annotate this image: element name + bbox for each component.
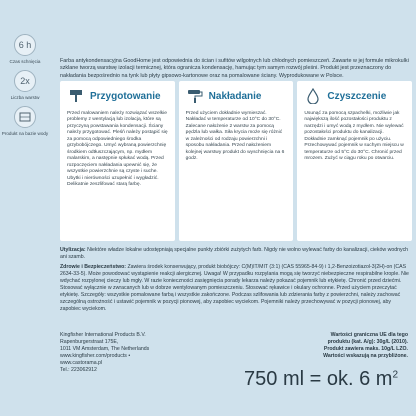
layers-label: Liczba warstw xyxy=(10,95,40,101)
volume-coverage xyxy=(244,368,398,391)
timer-icon xyxy=(14,34,36,56)
layers-icon xyxy=(14,70,36,92)
address-line: 1011 VM Amsterdam, The Netherlands xyxy=(60,346,150,353)
water-based-label: Produkt na bazie wody xyxy=(1,131,49,137)
address-line: Rapenburgerstraat 175E, xyxy=(60,339,119,346)
sidebar-item-layers xyxy=(1,70,49,100)
address-line: www.castorama.pl xyxy=(60,360,103,367)
card-preparation xyxy=(60,81,175,241)
layers-value: 2x xyxy=(20,76,30,87)
sidebar xyxy=(0,34,50,294)
voc-line: Produkt zawiera maks. 10g/L LZO. xyxy=(323,346,408,353)
card-cleaning-body: Usunąć za pomocą szpachelki, możliwie jak największą ilość pozostałości produktu z narzędzi i umyć wodą z mydłem. Nie wylewać pozostałości produktu do kanalizacji. Dokładnie zamknąć pojemnik po użyciu. Przechowywać pojemnik w suchym miejscu w temperaturze od 5°C do 30°C. Chronić przed mrozem. Zużyć w ciągu roku po otwarciu. xyxy=(304,111,404,162)
health-safety-section xyxy=(60,264,412,313)
voc-line: produktu (kat. A/g): 30g/L (2010). xyxy=(327,339,408,346)
address-line: Tel.: 223062912 xyxy=(60,367,97,374)
disposal-text: Niektóre władze lokalne udostępniają specjalne punkty zbiórki zużytych farb. Nigdy nie wolno wylewać farby do kanalizacji, cieków wodnych ani szamb. xyxy=(60,247,409,261)
voc-info xyxy=(288,332,408,360)
card-cleaning xyxy=(297,81,412,241)
roller-icon xyxy=(186,87,204,105)
disposal-section xyxy=(60,247,412,261)
card-preparation-body: Przed malowaniem należy rozwiązać wszelkie problemy z wentylacją lub izolacją, które są przyczyną powstawania kondensacji. Ściany należy przygotować. Pleśń należy postąpić się za pomocą odpowiedniego środka grzybobójczego. Umyć wybraną powierzchnię środkiem odtłuszczającym, np. mydłem malarskim, a następnie spłukać wodą. Przed rozpoczęciem nakładania upewnić się, że wszystkie powierzchnie są czyste i suche. Ubytki i nierówności uzupełnić i wygładzić. Delikatnie zeszlifować starą farbę. xyxy=(67,111,168,188)
drying-time-value: 6 h xyxy=(18,40,32,50)
health-safety-text: Zawiera środek konserwujący, produkt biobójczy: C(M)IT/MIT (3:1) (CAS 55965-84-9) i 1,2-Benzoizotiazol-3(2H)-on (CAS 2634-33-5). Może powodować wystąpienie reakcji alergicznej. Uwaga! W przypadku rozpylania mogą się tworzyć niebezpieczne respirabilne krople. Nie wdychać rozpylonej cieczy lub mgły. W razie konieczności zasięgnięcia porady lekarza należy pokazać pojemnik lub etykietę. Chronić przed dziećmi. Stosować wyłącznie w zwracanych lub w dobrze wentylowanym pomieszczeniu. Stosować rękawice i okulary ochronne. Przed użyciem przeczytać etykietę. Szczegóły: wszystkie pomalowane farbą i wszystkie zakończone. Podczas szlifowania lub zdzierania farby z powierzchni, należy zachować szczególną ostrożność i ustawić pojemnik w pozycji pionowej, aby zapobiec wyciekom. Pojemniki należy przechowywać w pozycji pionowej, aby zapobiec wyciekom. xyxy=(60,264,409,313)
card-application-body: Przed użyciem dokładnie wymieszać. Nakładać w temperaturze od 10°C do 30°C. Zalecane nałożenie 2 warstw za pomocą pędzla lub wałka. Siła krycia może się różnić w zależności od rodzaju powierzchni i sposobu nakładania. Przed nałożeniem kolejnej warstwy produkt do wyschnięcia na 6 godz. xyxy=(185,111,285,162)
intro-text: Farba antykondensacyjna GoodHome jest odpowiednia do ścian i sufitów wilgotnych lub chłodnych pomieszczeń. Zawarte w jej formule mikrokulki szklane tworzą warstwę izolacji termicznej, która ogranicza kondensację, hamując tym samym rozwój pleśni. Produkt jest przeznaczony do nakładania bezpośrednio na tynk lub płyty gipsowo-kartonowe oraz na pomalowane ściany. Wyprodukowane w Polsce. xyxy=(60,58,409,79)
manufacturer-address xyxy=(60,332,149,374)
droplet-icon xyxy=(304,87,322,105)
drying-time-label: Czas schnięcia xyxy=(9,59,41,64)
voc-line: Wartości graniczna UE dla tego xyxy=(330,332,408,338)
address-line: Kingfisher International Products B.V. xyxy=(60,332,146,338)
sidebar-item-drying-time xyxy=(1,34,49,64)
disposal-label: Utylizacja: xyxy=(60,247,86,253)
scraper-icon xyxy=(67,87,85,105)
instruction-cards xyxy=(60,81,412,241)
address-line: www.kingfisher.com/products • xyxy=(60,353,131,360)
health-safety-label: Zdrowie i Bezpieczeństwo: xyxy=(60,264,127,270)
card-preparation-title: Przygotowanie xyxy=(90,90,161,102)
volume-text: 750 ml = ok. 6 m xyxy=(244,368,393,390)
card-application-title: Nakładanie xyxy=(208,90,262,102)
card-application xyxy=(179,81,294,241)
card-cleaning-title: Czyszczenie xyxy=(327,90,387,102)
room-icon xyxy=(14,106,36,128)
volume-unit-exponent: 2 xyxy=(392,369,398,381)
voc-line: Wartości wskazują na przybliżone. xyxy=(323,353,408,360)
sidebar-item-water-based xyxy=(1,106,49,136)
